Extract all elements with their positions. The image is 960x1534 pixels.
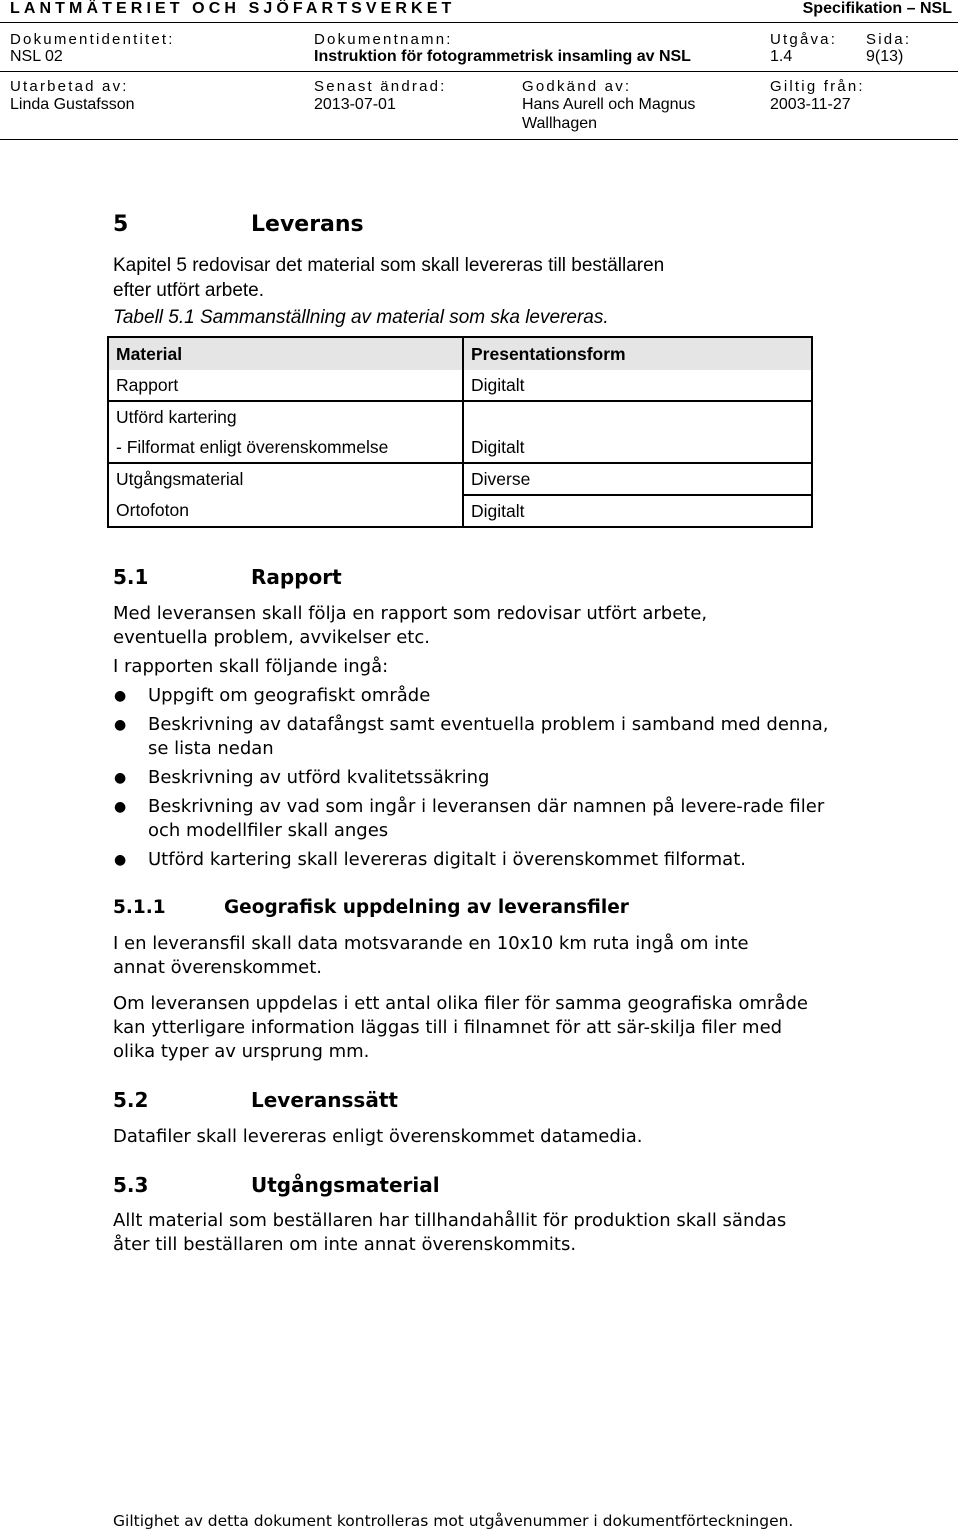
doc-name-label: Dokumentnamn: bbox=[314, 31, 453, 48]
bullet-icon: ● bbox=[114, 770, 127, 786]
valid-from-label: Giltig från: bbox=[770, 78, 865, 95]
subsubsection-heading bbox=[113, 897, 629, 918]
page-footer: Giltighet av detta dokument kontrolleras mot utgåvenummer i dokumentförteckningen. bbox=[113, 1512, 794, 1530]
header-divider bbox=[0, 22, 958, 23]
approved-value-cont: Wallhagen bbox=[522, 115, 598, 132]
edition-label: Utgåva: bbox=[770, 31, 838, 48]
subsection-number: 5.3 bbox=[113, 1173, 149, 1197]
paragraph: Med leveransen skall följa en rapport som redovisar utfört arbete, eventuella problem, avvikelser etc. bbox=[113, 603, 708, 648]
subsection-number: 5.1 bbox=[113, 565, 149, 589]
paragraph: Datafiler skall levereras enligt överenskommet datamedia. bbox=[113, 1126, 643, 1147]
list-item-text: Beskrivning av vad som ingår i leveransen där namnen på levere-rade filer och modellfiler skall anges bbox=[148, 796, 825, 841]
table-cell: Digitalt bbox=[463, 370, 812, 401]
agency-name: LANTMÄTERIET OCH SJÖFARTSVERKET bbox=[10, 0, 456, 17]
table-cell: Ortofoton bbox=[108, 495, 463, 527]
approved-label: Godkänd av: bbox=[522, 78, 632, 95]
list-item bbox=[113, 684, 833, 708]
doc-name-value: Instruktion för fotogrammetrisk insamling av NSL bbox=[314, 48, 691, 65]
subsection-title: Utgångsmaterial bbox=[251, 1173, 440, 1197]
list-item-text: Beskrivning av datafångst samt eventuella problem i samband med denna, se lista nedan bbox=[148, 714, 829, 759]
table-cell: Digitalt bbox=[463, 495, 812, 527]
changed-value: 2013-07-01 bbox=[314, 96, 396, 113]
delivery-table bbox=[107, 336, 813, 528]
bullet-icon: ● bbox=[114, 688, 127, 704]
subsection-heading bbox=[113, 1088, 398, 1112]
list-item bbox=[113, 795, 833, 843]
subsubsection-number: 5.1.1 bbox=[113, 897, 166, 918]
table-header-cell: Presentationsform bbox=[463, 337, 812, 370]
list-item bbox=[113, 713, 833, 761]
author-label: Utarbetad av: bbox=[10, 78, 129, 95]
table-cell: Digitalt bbox=[463, 432, 812, 463]
specification-title: Specifikation – NSL bbox=[802, 0, 952, 17]
table-cell: Utförd kartering bbox=[108, 401, 463, 432]
bullet-icon: ● bbox=[114, 717, 127, 733]
list-item bbox=[113, 848, 833, 872]
edition-value: 1.4 bbox=[770, 48, 793, 65]
intro-text-cont: efter utfört arbete. bbox=[113, 280, 265, 301]
approved-value: Hans Aurell och Magnus bbox=[522, 96, 696, 113]
page-value: 9(13) bbox=[866, 48, 904, 65]
list-item-text: Utförd kartering skall levereras digitalt i överenskommet filformat. bbox=[148, 849, 746, 870]
section-number: 5 bbox=[113, 212, 129, 237]
list-item-text: Uppgift om geografiskt område bbox=[148, 685, 431, 706]
table-cell: Rapport bbox=[108, 370, 463, 401]
requirements-list bbox=[113, 684, 833, 877]
header-divider bbox=[0, 139, 958, 140]
section-title: Leverans bbox=[251, 212, 364, 237]
paragraph: I rapporten skall följande ingå: bbox=[113, 656, 389, 677]
paragraph: Om leveransen uppdelas i ett antal olika filer för samma geografiska område kan ytterligare information läggas till i filnamnet för att sär-skilja filer med olika typer av ursprung mm. bbox=[113, 993, 808, 1062]
doc-id-label: Dokumentidentitet: bbox=[10, 31, 175, 48]
subsection-title: Rapport bbox=[251, 565, 342, 589]
valid-from-value: 2003-11-27 bbox=[770, 96, 851, 113]
table-row bbox=[108, 495, 812, 527]
paragraph: Allt material som beställaren har tillhandahållit för produktion skall sändas åter till beställaren om inte annat överenskommits. bbox=[113, 1210, 787, 1255]
table-cell bbox=[463, 401, 812, 432]
author-value: Linda Gustafsson bbox=[10, 96, 135, 113]
paragraph: I en leveransfil skall data motsvarande en 10x10 km ruta ingå om inte annat överenskommet. bbox=[113, 933, 749, 978]
table-cell: Diverse bbox=[463, 463, 812, 495]
page-label: Sida: bbox=[866, 31, 912, 48]
bullet-icon: ● bbox=[114, 799, 127, 815]
document-header bbox=[0, 0, 960, 22]
table-row bbox=[108, 463, 812, 495]
subsection-title: Leveranssätt bbox=[251, 1088, 398, 1112]
table-cell: Utgångsmaterial bbox=[108, 463, 463, 495]
list-item bbox=[113, 766, 833, 790]
table-caption: Tabell 5.1 Sammanställning av material som ska levereras. bbox=[113, 307, 609, 328]
subsection-heading bbox=[113, 565, 342, 589]
section-heading bbox=[113, 212, 364, 237]
header-divider bbox=[0, 71, 958, 72]
table-row bbox=[108, 370, 812, 401]
bullet-icon: ● bbox=[114, 852, 127, 868]
subsection-number: 5.2 bbox=[113, 1088, 149, 1112]
table-cell: - Filformat enligt överenskommelse bbox=[108, 432, 463, 463]
table-row bbox=[108, 432, 812, 463]
subsubsection-title: Geografisk uppdelning av leveransfiler bbox=[224, 897, 629, 918]
list-item-text: Beskrivning av utförd kvalitetssäkring bbox=[148, 767, 490, 788]
table-header-row bbox=[108, 337, 812, 370]
doc-id-value: NSL 02 bbox=[10, 48, 63, 65]
table-row bbox=[108, 401, 812, 432]
table-header-cell: Material bbox=[108, 337, 463, 370]
changed-label: Senast ändrad: bbox=[314, 78, 447, 95]
subsection-heading bbox=[113, 1173, 440, 1197]
intro-text: Kapitel 5 redovisar det material som skall levereras till beställaren bbox=[113, 255, 665, 276]
